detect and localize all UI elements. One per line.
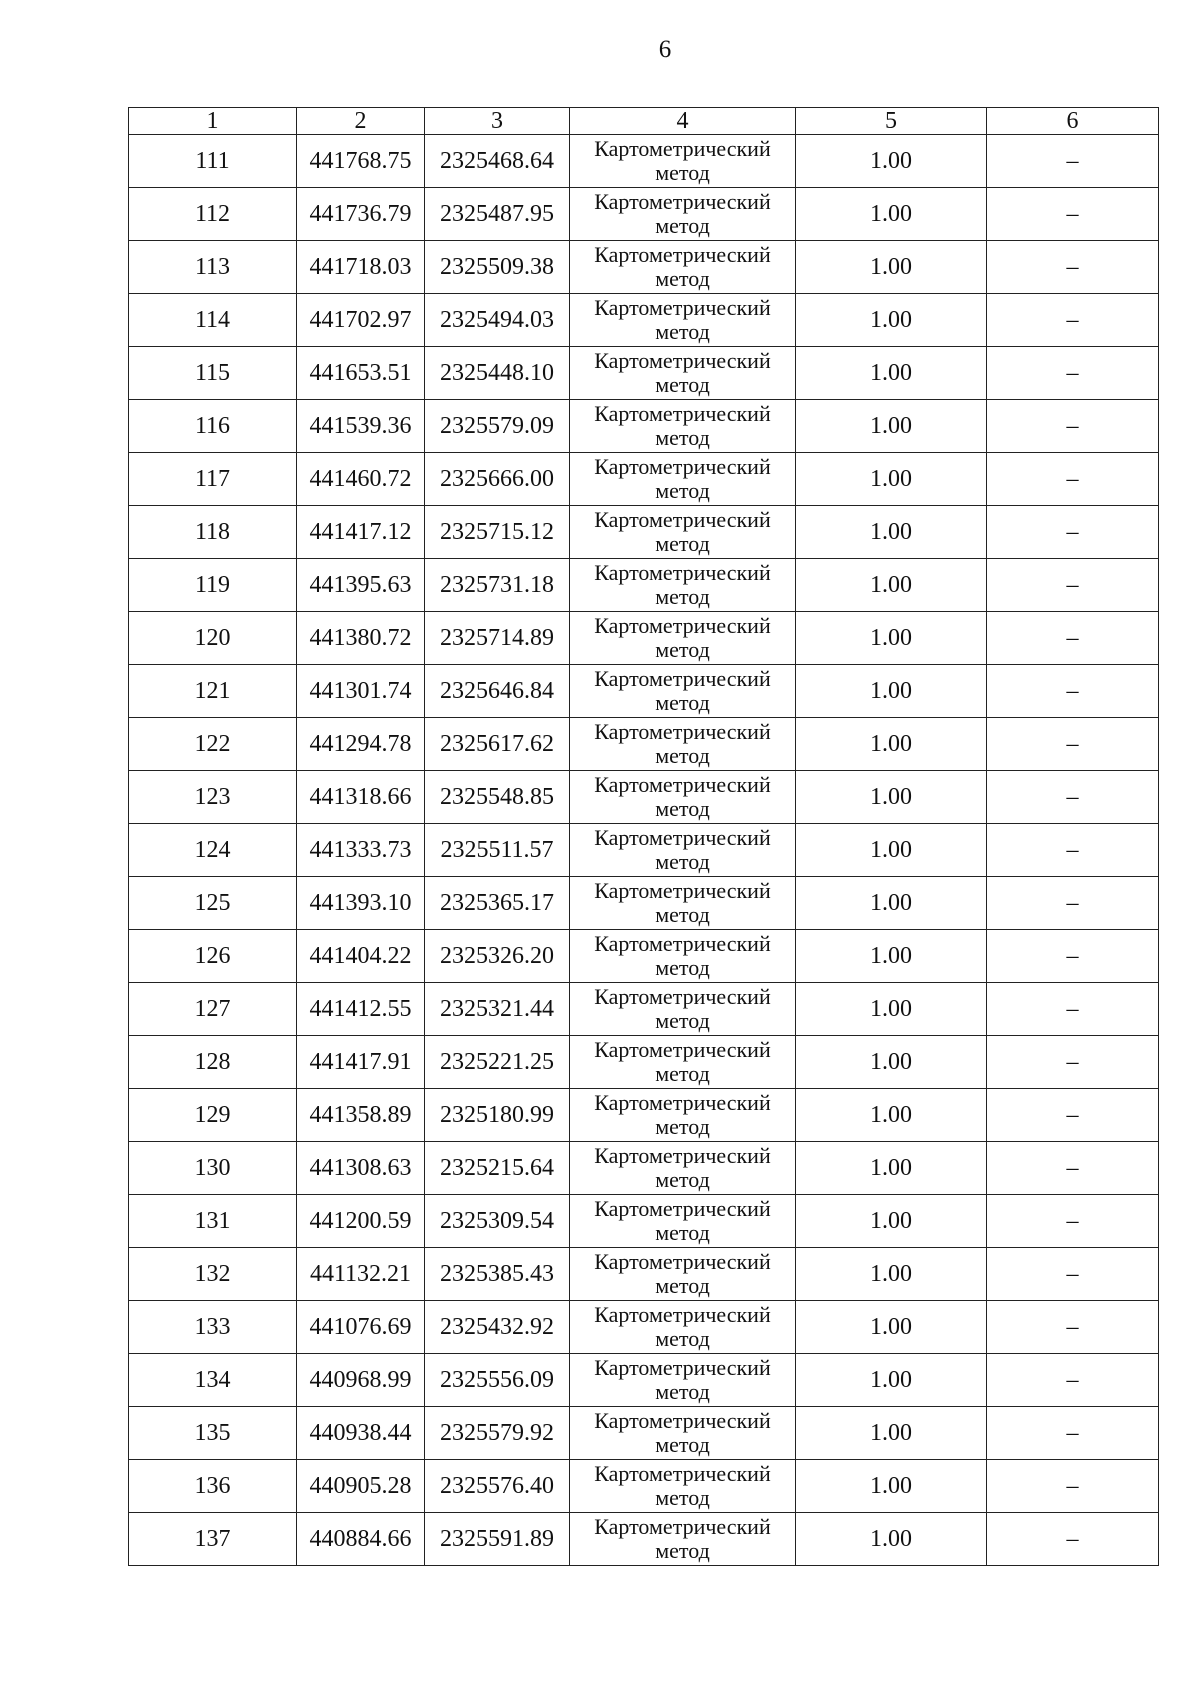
note-cell: – [987, 506, 1159, 559]
note-cell: – [987, 1513, 1159, 1566]
x-coordinate-cell: 441395.63 [297, 559, 425, 612]
point-number-cell: 134 [129, 1354, 297, 1407]
accuracy-cell: 1.00 [796, 400, 987, 453]
table-row [129, 1089, 1159, 1142]
column-header: 1 [129, 108, 297, 135]
note-cell: – [987, 1142, 1159, 1195]
method-cell [570, 188, 796, 241]
table-row [129, 188, 1159, 241]
x-coordinate-cell: 441380.72 [297, 612, 425, 665]
accuracy-cell: 1.00 [796, 1354, 987, 1407]
x-coordinate-cell: 441417.12 [297, 506, 425, 559]
method-line-2: метод [655, 1538, 710, 1563]
x-coordinate-cell: 441404.22 [297, 930, 425, 983]
method-line-2: метод [655, 584, 710, 609]
note-cell: – [987, 453, 1159, 506]
method-cell [570, 930, 796, 983]
note-cell: – [987, 559, 1159, 612]
method-cell [570, 612, 796, 665]
accuracy-cell: 1.00 [796, 1513, 987, 1566]
y-coordinate-cell: 2325468.64 [425, 135, 570, 188]
x-coordinate-cell: 441318.66 [297, 771, 425, 824]
point-number-cell: 125 [129, 877, 297, 930]
method-line-1: Картометрический [594, 136, 771, 161]
table-row [129, 1354, 1159, 1407]
method-line-1: Картометрический [594, 825, 771, 850]
method-line-2: метод [655, 266, 710, 291]
accuracy-cell: 1.00 [796, 241, 987, 294]
table-row [129, 1142, 1159, 1195]
point-number-cell: 116 [129, 400, 297, 453]
table-row [129, 347, 1159, 400]
y-coordinate-cell: 2325548.85 [425, 771, 570, 824]
x-coordinate-cell: 441294.78 [297, 718, 425, 771]
coordinates-table-container [128, 107, 1158, 1566]
method-cell [570, 559, 796, 612]
method-line-1: Картометрический [594, 878, 771, 903]
table-row [129, 400, 1159, 453]
table-row [129, 294, 1159, 347]
note-cell: – [987, 665, 1159, 718]
method-line-2: метод [655, 213, 710, 238]
accuracy-cell: 1.00 [796, 294, 987, 347]
accuracy-cell: 1.00 [796, 135, 987, 188]
method-line-1: Картометрический [594, 613, 771, 638]
point-number-cell: 126 [129, 930, 297, 983]
accuracy-cell: 1.00 [796, 1089, 987, 1142]
method-line-2: метод [655, 160, 710, 185]
method-line-1: Картометрический [594, 931, 771, 956]
method-cell [570, 1089, 796, 1142]
accuracy-cell: 1.00 [796, 188, 987, 241]
x-coordinate-cell: 440884.66 [297, 1513, 425, 1566]
note-cell: – [987, 718, 1159, 771]
point-number-cell: 118 [129, 506, 297, 559]
point-number-cell: 112 [129, 188, 297, 241]
x-coordinate-cell: 441702.97 [297, 294, 425, 347]
method-line-2: метод [655, 637, 710, 662]
x-coordinate-cell: 440968.99 [297, 1354, 425, 1407]
note-cell: – [987, 824, 1159, 877]
note-cell: – [987, 877, 1159, 930]
method-cell [570, 718, 796, 771]
y-coordinate-cell: 2325591.89 [425, 1513, 570, 1566]
accuracy-cell: 1.00 [796, 506, 987, 559]
method-line-2: метод [655, 902, 710, 927]
x-coordinate-cell: 441132.21 [297, 1248, 425, 1301]
point-number-cell: 129 [129, 1089, 297, 1142]
accuracy-cell: 1.00 [796, 1407, 987, 1460]
note-cell: – [987, 188, 1159, 241]
note-cell: – [987, 1460, 1159, 1513]
note-cell: – [987, 135, 1159, 188]
method-cell [570, 294, 796, 347]
point-number-cell: 117 [129, 453, 297, 506]
method-cell [570, 771, 796, 824]
method-line-1: Картометрический [594, 772, 771, 797]
table-row [129, 1407, 1159, 1460]
method-cell [570, 1142, 796, 1195]
x-coordinate-cell: 441653.51 [297, 347, 425, 400]
y-coordinate-cell: 2325326.20 [425, 930, 570, 983]
method-cell [570, 1460, 796, 1513]
x-coordinate-cell: 440905.28 [297, 1460, 425, 1513]
method-line-2: метод [655, 1326, 710, 1351]
x-coordinate-cell: 441308.63 [297, 1142, 425, 1195]
y-coordinate-cell: 2325221.25 [425, 1036, 570, 1089]
x-coordinate-cell: 441736.79 [297, 188, 425, 241]
note-cell: – [987, 294, 1159, 347]
x-coordinate-cell: 441333.73 [297, 824, 425, 877]
y-coordinate-cell: 2325556.09 [425, 1354, 570, 1407]
point-number-cell: 133 [129, 1301, 297, 1354]
method-cell [570, 135, 796, 188]
point-number-cell: 127 [129, 983, 297, 1036]
y-coordinate-cell: 2325511.57 [425, 824, 570, 877]
x-coordinate-cell: 441412.55 [297, 983, 425, 1036]
method-cell [570, 241, 796, 294]
method-line-2: метод [655, 796, 710, 821]
point-number-cell: 122 [129, 718, 297, 771]
point-number-cell: 124 [129, 824, 297, 877]
y-coordinate-cell: 2325509.38 [425, 241, 570, 294]
y-coordinate-cell: 2325215.64 [425, 1142, 570, 1195]
method-line-2: метод [655, 1379, 710, 1404]
point-number-cell: 119 [129, 559, 297, 612]
point-number-cell: 136 [129, 1460, 297, 1513]
x-coordinate-cell: 441718.03 [297, 241, 425, 294]
point-number-cell: 123 [129, 771, 297, 824]
note-cell: – [987, 347, 1159, 400]
method-line-1: Картометрический [594, 1249, 771, 1274]
accuracy-cell: 1.00 [796, 1036, 987, 1089]
method-line-1: Картометрический [594, 1090, 771, 1115]
y-coordinate-cell: 2325385.43 [425, 1248, 570, 1301]
method-cell [570, 506, 796, 559]
note-cell: – [987, 241, 1159, 294]
method-cell [570, 1354, 796, 1407]
table-row [129, 559, 1159, 612]
point-number-cell: 130 [129, 1142, 297, 1195]
method-line-2: метод [655, 1432, 710, 1457]
method-cell [570, 1195, 796, 1248]
table-row [129, 1460, 1159, 1513]
note-cell: – [987, 1089, 1159, 1142]
note-cell: – [987, 1354, 1159, 1407]
table-row [129, 135, 1159, 188]
note-cell: – [987, 1407, 1159, 1460]
y-coordinate-cell: 2325432.92 [425, 1301, 570, 1354]
method-line-2: метод [655, 372, 710, 397]
table-row [129, 877, 1159, 930]
method-line-1: Картометрический [594, 1408, 771, 1433]
method-line-2: метод [655, 1008, 710, 1033]
table-row [129, 1248, 1159, 1301]
table-row [129, 771, 1159, 824]
method-cell [570, 877, 796, 930]
note-cell: – [987, 771, 1159, 824]
y-coordinate-cell: 2325487.95 [425, 188, 570, 241]
table-row [129, 665, 1159, 718]
method-line-2: метод [655, 1273, 710, 1298]
method-cell [570, 1407, 796, 1460]
method-line-1: Картометрический [594, 1196, 771, 1221]
note-cell: – [987, 1248, 1159, 1301]
table-row [129, 1195, 1159, 1248]
x-coordinate-cell: 441200.59 [297, 1195, 425, 1248]
method-line-2: метод [655, 1061, 710, 1086]
method-cell [570, 400, 796, 453]
page-number: 6 [658, 36, 672, 63]
point-number-cell: 121 [129, 665, 297, 718]
x-coordinate-cell: 441076.69 [297, 1301, 425, 1354]
x-coordinate-cell: 441393.10 [297, 877, 425, 930]
table-row [129, 612, 1159, 665]
coordinates-table [128, 107, 1159, 1566]
accuracy-cell: 1.00 [796, 1460, 987, 1513]
point-number-cell: 120 [129, 612, 297, 665]
y-coordinate-cell: 2325617.62 [425, 718, 570, 771]
point-number-cell: 114 [129, 294, 297, 347]
method-line-2: метод [655, 478, 710, 503]
y-coordinate-cell: 2325579.92 [425, 1407, 570, 1460]
method-line-1: Картометрический [594, 1514, 771, 1539]
method-line-1: Картометрический [594, 401, 771, 426]
point-number-cell: 131 [129, 1195, 297, 1248]
accuracy-cell: 1.00 [796, 665, 987, 718]
method-line-2: метод [655, 425, 710, 450]
method-cell [570, 453, 796, 506]
point-number-cell: 128 [129, 1036, 297, 1089]
method-line-1: Картометрический [594, 348, 771, 373]
note-cell: – [987, 1036, 1159, 1089]
note-cell: – [987, 1301, 1159, 1354]
accuracy-cell: 1.00 [796, 1301, 987, 1354]
table-row [129, 718, 1159, 771]
table-row [129, 1301, 1159, 1354]
method-line-2: метод [655, 955, 710, 980]
method-cell [570, 1248, 796, 1301]
accuracy-cell: 1.00 [796, 930, 987, 983]
x-coordinate-cell: 440938.44 [297, 1407, 425, 1460]
accuracy-cell: 1.00 [796, 347, 987, 400]
x-coordinate-cell: 441539.36 [297, 400, 425, 453]
method-cell [570, 983, 796, 1036]
method-line-1: Картометрический [594, 507, 771, 532]
x-coordinate-cell: 441358.89 [297, 1089, 425, 1142]
method-line-2: метод [655, 849, 710, 874]
point-number-cell: 115 [129, 347, 297, 400]
method-cell [570, 665, 796, 718]
y-coordinate-cell: 2325646.84 [425, 665, 570, 718]
column-header: 3 [425, 108, 570, 135]
method-line-1: Картометрический [594, 454, 771, 479]
method-line-2: метод [655, 319, 710, 344]
x-coordinate-cell: 441301.74 [297, 665, 425, 718]
column-header: 4 [570, 108, 796, 135]
table-body [129, 135, 1159, 1566]
method-cell [570, 1301, 796, 1354]
y-coordinate-cell: 2325309.54 [425, 1195, 570, 1248]
y-coordinate-cell: 2325448.10 [425, 347, 570, 400]
table-row [129, 241, 1159, 294]
y-coordinate-cell: 2325321.44 [425, 983, 570, 1036]
accuracy-cell: 1.00 [796, 612, 987, 665]
table-row [129, 1513, 1159, 1566]
y-coordinate-cell: 2325731.18 [425, 559, 570, 612]
method-line-2: метод [655, 690, 710, 715]
y-coordinate-cell: 2325714.89 [425, 612, 570, 665]
column-header: 6 [987, 108, 1159, 135]
method-line-1: Картометрический [594, 189, 771, 214]
method-line-1: Картометрический [594, 242, 771, 267]
accuracy-cell: 1.00 [796, 983, 987, 1036]
method-line-2: метод [655, 1485, 710, 1510]
y-coordinate-cell: 2325365.17 [425, 877, 570, 930]
x-coordinate-cell: 441460.72 [297, 453, 425, 506]
accuracy-cell: 1.00 [796, 877, 987, 930]
table-row [129, 1036, 1159, 1089]
y-coordinate-cell: 2325579.09 [425, 400, 570, 453]
column-header: 2 [297, 108, 425, 135]
table-row [129, 824, 1159, 877]
table-row [129, 930, 1159, 983]
method-line-2: метод [655, 1167, 710, 1192]
point-number-cell: 111 [129, 135, 297, 188]
method-line-1: Картометрический [594, 1302, 771, 1327]
y-coordinate-cell: 2325576.40 [425, 1460, 570, 1513]
note-cell: – [987, 612, 1159, 665]
accuracy-cell: 1.00 [796, 1142, 987, 1195]
accuracy-cell: 1.00 [796, 1195, 987, 1248]
method-line-1: Картометрический [594, 1037, 771, 1062]
method-line-2: метод [655, 1220, 710, 1245]
column-header: 5 [796, 108, 987, 135]
accuracy-cell: 1.00 [796, 824, 987, 877]
method-line-1: Картометрический [594, 560, 771, 585]
y-coordinate-cell: 2325494.03 [425, 294, 570, 347]
method-line-2: метод [655, 743, 710, 768]
point-number-cell: 137 [129, 1513, 297, 1566]
header-row [129, 108, 1159, 135]
note-cell: – [987, 930, 1159, 983]
table-row [129, 983, 1159, 1036]
point-number-cell: 132 [129, 1248, 297, 1301]
table-row [129, 453, 1159, 506]
method-cell [570, 824, 796, 877]
method-line-1: Картометрический [594, 719, 771, 744]
method-line-1: Картометрический [594, 1355, 771, 1380]
method-line-2: метод [655, 1114, 710, 1139]
table-row [129, 506, 1159, 559]
method-line-1: Картометрический [594, 1143, 771, 1168]
y-coordinate-cell: 2325666.00 [425, 453, 570, 506]
accuracy-cell: 1.00 [796, 559, 987, 612]
method-line-2: метод [655, 531, 710, 556]
point-number-cell: 135 [129, 1407, 297, 1460]
accuracy-cell: 1.00 [796, 771, 987, 824]
method-cell [570, 1036, 796, 1089]
method-cell [570, 1513, 796, 1566]
method-line-1: Картометрический [594, 1461, 771, 1486]
accuracy-cell: 1.00 [796, 718, 987, 771]
method-line-1: Картометрический [594, 666, 771, 691]
accuracy-cell: 1.00 [796, 1248, 987, 1301]
x-coordinate-cell: 441417.91 [297, 1036, 425, 1089]
note-cell: – [987, 1195, 1159, 1248]
point-number-cell: 113 [129, 241, 297, 294]
y-coordinate-cell: 2325715.12 [425, 506, 570, 559]
x-coordinate-cell: 441768.75 [297, 135, 425, 188]
note-cell: – [987, 400, 1159, 453]
method-line-1: Картометрический [594, 984, 771, 1009]
method-cell [570, 347, 796, 400]
method-line-1: Картометрический [594, 295, 771, 320]
y-coordinate-cell: 2325180.99 [425, 1089, 570, 1142]
accuracy-cell: 1.00 [796, 453, 987, 506]
note-cell: – [987, 983, 1159, 1036]
